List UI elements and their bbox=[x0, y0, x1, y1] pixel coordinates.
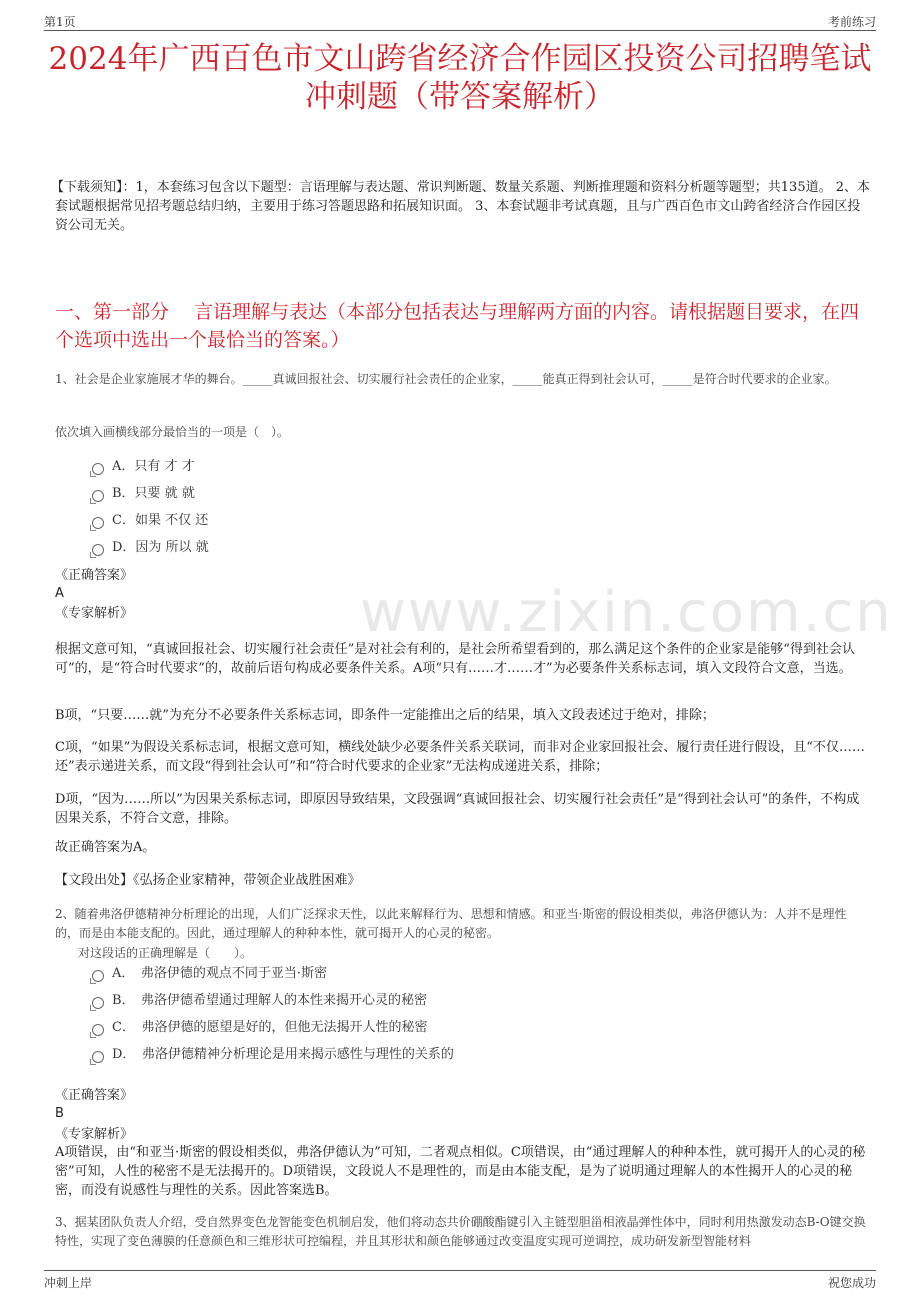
option-b[interactable]: B．只要 就 就 bbox=[92, 480, 209, 507]
footer-right-label: 祝您成功 bbox=[827, 1276, 876, 1290]
question-2-stem: 2、随着弗洛伊德精神分析理论的出现，人们广泛探求天性，以此来解释行为、思想和情感。和亚当·斯密的假设相类似，弗洛伊德认为：人并不是理性的，而是由本能支配的。因此，通过理解人的种种本性，就可揭开人的心灵的秘密。 bbox=[55, 907, 847, 940]
analysis-label: 《专家解析》 bbox=[55, 1127, 134, 1142]
footer-left-label: 冲刺上岸 bbox=[44, 1276, 93, 1290]
analysis-label: 《专家解析》 bbox=[55, 606, 134, 621]
analysis-paragraph: 故正确答案为A。 bbox=[55, 840, 156, 855]
answer-label: 《正确答案》 bbox=[55, 568, 134, 583]
radio-icon[interactable] bbox=[92, 970, 104, 982]
page-footer bbox=[44, 1270, 876, 1291]
analysis-paragraph: 根据文意可知，“真诚回报社会、切实履行社会责任”是对社会有利的，是社会所希望看到的，那么满足这个条件的企业家是能够“得到社会认可”的，是“符合时代要求”的，故前后语句构成必要条件关系。A项“只有……才……才”为必要条件关系标志词，填入文段符合文意，当选。 bbox=[55, 642, 855, 676]
option-b[interactable]: B． 弗洛伊德希望通过理解人的本性来揭开心灵的秘密 bbox=[92, 987, 454, 1014]
analysis-paragraph: C项，“如果”为假设关系标志词，根据文意可知，横线处缺少必要条件关系关联词，而非对企业家回报社会、履行责任进行假设，且“不仅……还”表示递进关系，而文段“得到社会认可”和“符合时代要求的企业家”无法构成递进关系，排除； bbox=[55, 740, 865, 774]
question-1-stem: 1、社会是企业家施展才华的舞台。_____真诚回报社会、切实履行社会责任的企业家，_____能真正得到社会认可，_____是符合时代要求的企业家。 bbox=[55, 372, 837, 386]
option-c[interactable]: C． 弗洛伊德的愿望是好的，但他无法揭开人性的秘密 bbox=[92, 1014, 454, 1041]
radio-icon[interactable] bbox=[92, 544, 104, 556]
answer-value: A bbox=[55, 586, 64, 601]
document-title: 2024年广西百色市文山跨省经济合作园区投资公司招聘笔试冲刺题（带答案解析） bbox=[48, 41, 872, 115]
option-a[interactable]: A．只有 才 才 bbox=[92, 453, 209, 480]
radio-icon[interactable] bbox=[92, 490, 104, 502]
question-1-options bbox=[92, 453, 209, 561]
radio-icon[interactable] bbox=[92, 517, 104, 529]
radio-icon[interactable] bbox=[92, 463, 104, 475]
source-line: 【文段出处】《弘扬企业家精神，带领企业战胜困难》 bbox=[55, 873, 361, 888]
question-1-prompt: 依次填入画横线部分最恰当的一项是（ ）。 bbox=[55, 425, 290, 439]
watermark: www.zixin.com.cn bbox=[360, 580, 893, 645]
analysis-paragraph: D项，“因为……所以”为因果关系标志词，即原因导致结果，文段强调“真诚回报社会、切实履行社会责任”是“得到社会认可”的条件，不构成因果关系，不符合文意，排除。 bbox=[55, 792, 860, 826]
section-title: 一、第一部分 言语理解与表达（本部分包括表达与理解两方面的内容。请根据题目要求，在四个选项中选出一个最恰当的答案。） bbox=[55, 301, 860, 351]
analysis-paragraph: A项错误，由“和亚当·斯密的假设相类似，弗洛伊德认为”可知，二者观点相似。C项错误，由“通过理解人的种种本性，就可揭开人的心灵的秘密”可知，人性的秘密不是无法揭开的。D项错误，文段说人不是理性的，而是由本能支配，是为了说明通过理解人的本性揭开人的心灵的秘密，而没有说感性与理性的关系。因此答案选B。 bbox=[55, 1145, 866, 1198]
answer-value: B bbox=[55, 1106, 64, 1121]
radio-icon[interactable] bbox=[92, 997, 104, 1009]
analysis-paragraph: B项，“只要……就”为充分不必要条件关系标志词，即条件一定能推出之后的结果，填入文段表述过于绝对，排除； bbox=[55, 708, 715, 723]
question-2-prompt: 对这段话的正确理解是（ ）。 bbox=[78, 946, 253, 960]
page-header bbox=[44, 10, 876, 31]
radio-icon[interactable] bbox=[92, 1024, 104, 1036]
page-number: 第1页 bbox=[44, 15, 76, 29]
question-2-options bbox=[92, 960, 454, 1068]
option-d[interactable]: D． 弗洛伊德精神分析理论是用来揭示感性与理性的关系的 bbox=[92, 1041, 454, 1068]
option-c[interactable]: C．如果 不仅 还 bbox=[92, 507, 209, 534]
radio-icon[interactable] bbox=[92, 1051, 104, 1063]
question-3-stem: 3、据某团队负责人介绍，受自然界变色龙智能变色机制启发，他们将动态共价硼酸酯键引入主链型胆甾相液晶弹性体中，同时利用热激发动态B-O键交换特性，实现了变色薄膜的任意颜色和三维形状可控编程，并且其形状和颜色能够通过改变温度实现可逆调控，成功研发新型智能材料 bbox=[55, 1215, 866, 1248]
option-a[interactable]: A． 弗洛伊德的观点不同于亚当·斯密 bbox=[92, 960, 454, 987]
download-notice: 【下载须知】：1，本套练习包含以下题型：言语理解与表达题、常识判断题、数量关系题、判断推理题和资料分析题等题型；共135道。 2、本套试题根据常见招考题总结归纳，主要用于练习答题思路和拓展知识面。 3、本套试题非考试真题，且与广西百色市文山跨省经济合作园区投资公司无关。 bbox=[51, 180, 870, 233]
header-label: 考前练习 bbox=[827, 15, 876, 29]
option-d[interactable]: D．因为 所以 就 bbox=[92, 534, 209, 561]
answer-label: 《正确答案》 bbox=[55, 1088, 134, 1103]
